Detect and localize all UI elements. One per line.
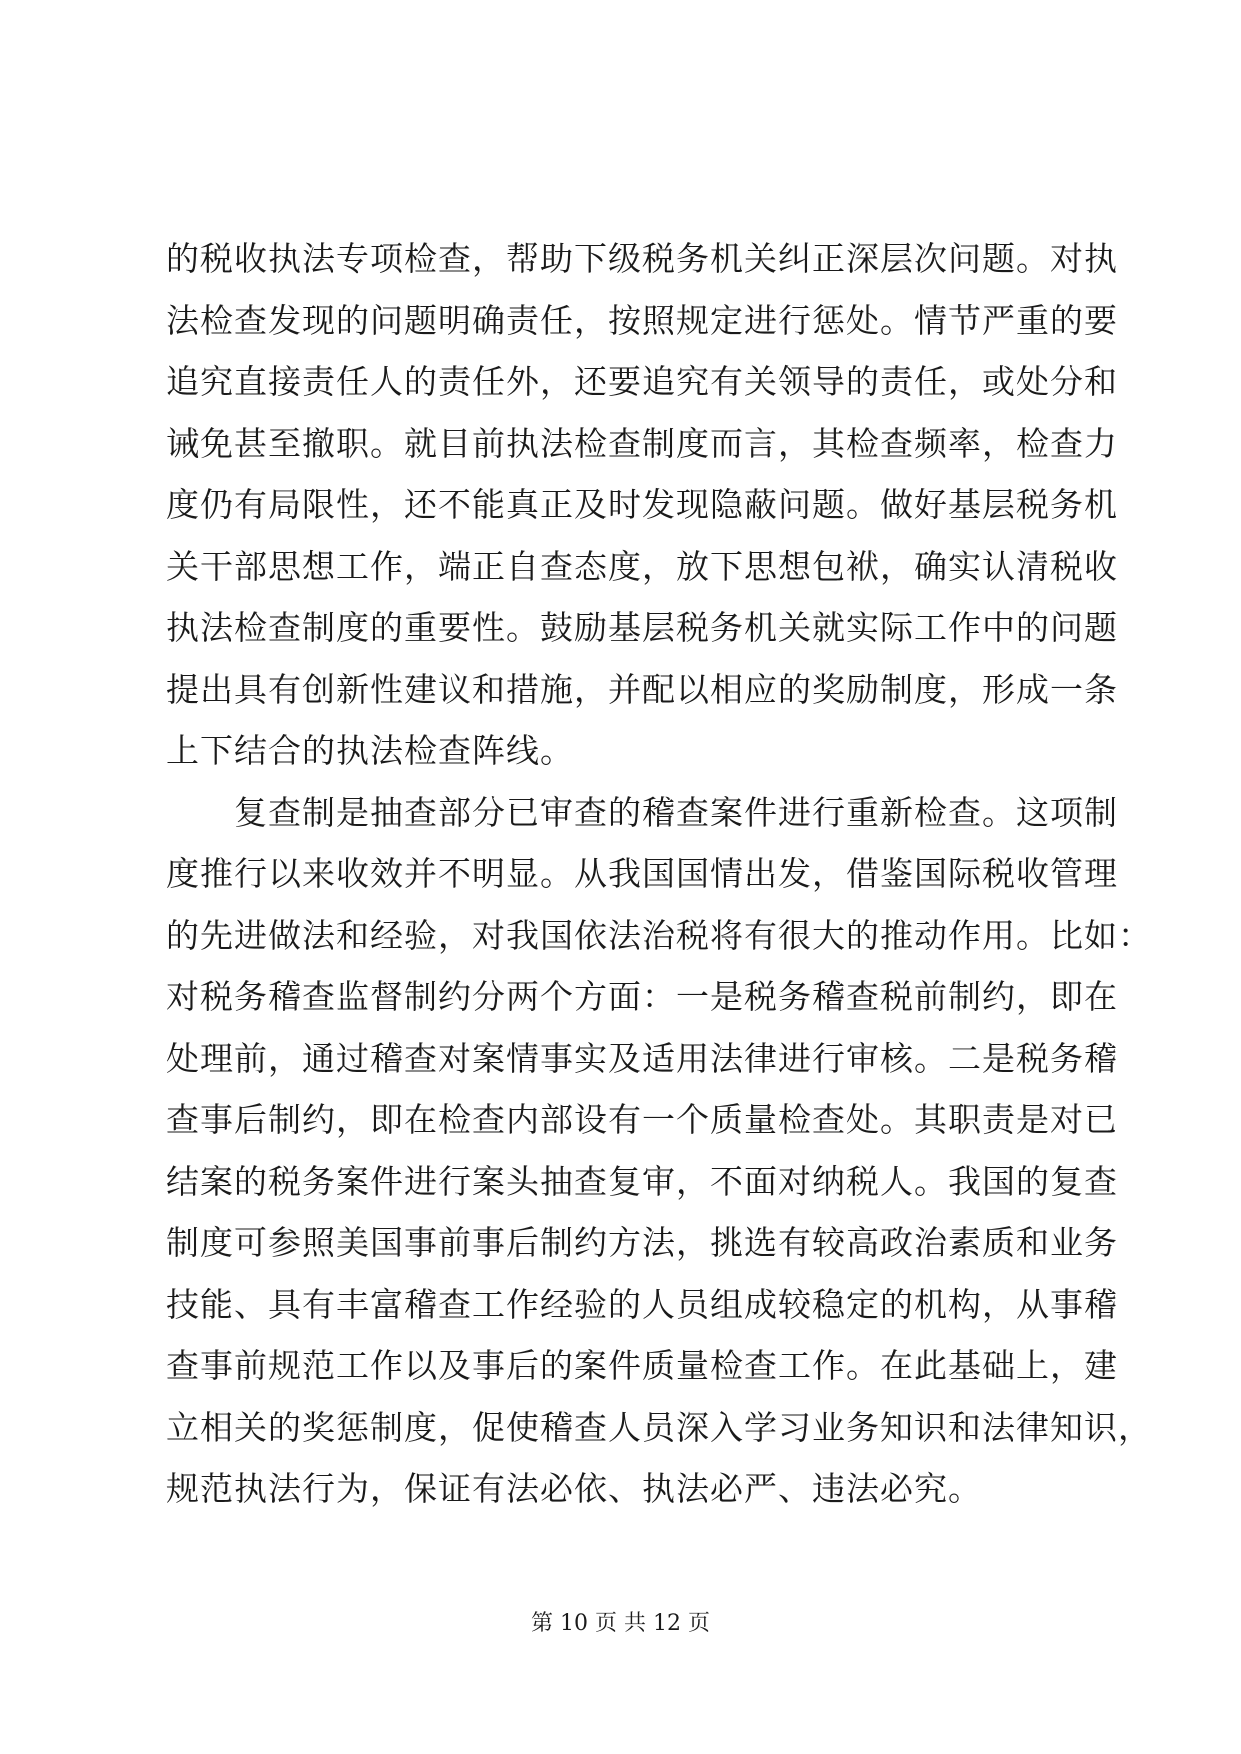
text-line: 复查制是抽查部分已审查的稽查案件进行重新检查。这项制 [166, 792, 1118, 832]
text-line: 制度可参照美国事前事后制约方法，挑选有较高政治素质和业务 [166, 1223, 1118, 1262]
text-line: 立相关的奖惩制度，促使稽查人员深入学习业务知识和法律知识， [166, 1407, 1152, 1447]
page-number-footer: 第 10 页 共 12 页 [531, 1611, 710, 1636]
text-line: 上下结合的执法检查阵线。 [166, 731, 574, 770]
body-text [166, 228, 1152, 1520]
text-line: 规范执法行为，保证有法必依、执法必严、违法必究。 [166, 1469, 982, 1508]
text-line: 对税务稽查监督制约分两个方面：一是税务稽查税前制约，即在 [166, 977, 1118, 1016]
text-line: 诫免甚至撤职。就目前执法检查制度而言，其检查频率，检查力 [166, 423, 1118, 463]
text-line: 关干部思想工作，端正自查态度，放下思想包袱，确实认清税收 [166, 546, 1118, 586]
text-line: 的先进做法和经验，对我国依法治税将有很大的推动作用。比如： [166, 915, 1152, 955]
text-line: 提出具有创新性建议和措施，并配以相应的奖励制度，形成一条 [166, 669, 1118, 709]
text-line: 的税收执法专项检查，帮助下级税务机关纠正深层次问题。对执 [166, 239, 1118, 278]
text-line: 度仍有局限性，还不能真正及时发现隐蔽问题。做好基层税务机 [166, 485, 1118, 524]
text-line: 法检查发现的问题明确责任，按照规定进行惩处。情节严重的要 [166, 300, 1118, 340]
paragraph-2 [166, 782, 1152, 1520]
text-line: 查事后制约，即在检查内部设有一个质量检查处。其职责是对已 [166, 1100, 1118, 1139]
text-line: 查事前规范工作以及事后的案件质量检查工作。在此基础上，建 [166, 1346, 1118, 1385]
text-line: 执法检查制度的重要性。鼓励基层税务机关就实际工作中的问题 [166, 608, 1118, 647]
text-line: 结案的税务案件进行案头抽查复审，不面对纳税人。我国的复查 [166, 1161, 1118, 1201]
text-line: 处理前，通过稽查对案情事实及适用法律进行审核。二是税务稽 [166, 1038, 1118, 1078]
text-line: 技能、具有丰富稽查工作经验的人员组成较稳定的机构，从事稽 [166, 1284, 1118, 1324]
paragraph-1 [166, 228, 1118, 782]
text-line: 追究直接责任人的责任外，还要追究有关领导的责任，或处分和 [166, 362, 1118, 401]
text-line: 度推行以来收效并不明显。从我国国情出发，借鉴国际税收管理 [166, 854, 1118, 893]
